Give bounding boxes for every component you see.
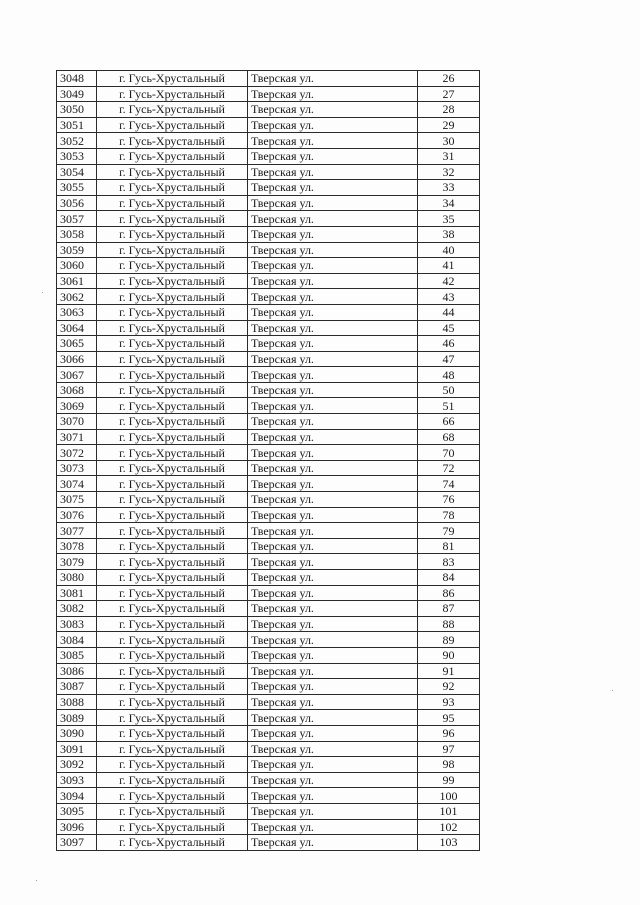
row-number-cell: 3064 [57,320,97,336]
table-row [57,585,480,601]
row-number-cell: 3052 [57,133,97,149]
row-number-cell: 3067 [57,367,97,383]
city-cell: г. Гусь-Хрустальный [97,320,248,336]
street-cell: Тверская ул. [248,242,418,258]
house-number-cell: 27 [418,86,480,102]
city-cell: г. Гусь-Хрустальный [97,398,248,414]
table-row [57,647,480,663]
row-number-cell: 3063 [57,304,97,320]
street-cell: Тверская ул. [248,71,418,87]
row-number-cell: 3060 [57,258,97,274]
street-cell: Тверская ул. [248,429,418,445]
row-number-cell: 3075 [57,492,97,508]
street-cell: Тверская ул. [248,195,418,211]
table-row [57,492,480,508]
city-cell: г. Гусь-Хрустальный [97,492,248,508]
table-row [57,476,480,492]
street-cell: Тверская ул. [248,117,418,133]
row-number-cell: 3076 [57,507,97,523]
row-number-cell: 3086 [57,663,97,679]
table-row [57,772,480,788]
row-number-cell: 3097 [57,835,97,851]
city-cell: г. Гусь-Хрустальный [97,694,248,710]
row-number-cell: 3061 [57,273,97,289]
street-cell: Тверская ул. [248,180,418,196]
city-cell: г. Гусь-Хрустальный [97,148,248,164]
row-number-cell: 3066 [57,351,97,367]
street-cell: Тверская ул. [248,86,418,102]
city-cell: г. Гусь-Хрустальный [97,538,248,554]
street-cell: Тверская ул. [248,725,418,741]
city-cell: г. Гусь-Хрустальный [97,819,248,835]
city-cell: г. Гусь-Хрустальный [97,71,248,87]
table-row [57,694,480,710]
house-number-cell: 98 [418,757,480,773]
row-number-cell: 3079 [57,554,97,570]
table-row [57,320,480,336]
city-cell: г. Гусь-Хрустальный [97,117,248,133]
table-row [57,679,480,695]
street-cell: Тверская ул. [248,273,418,289]
table-row [57,148,480,164]
city-cell: г. Гусь-Хрустальный [97,164,248,180]
house-number-cell: 90 [418,647,480,663]
city-cell: г. Гусь-Хрустальный [97,647,248,663]
scan-speck [42,292,43,293]
row-number-cell: 3069 [57,398,97,414]
table-row [57,663,480,679]
city-cell: г. Гусь-Хрустальный [97,336,248,352]
house-number-cell: 51 [418,398,480,414]
street-cell: Тверская ул. [248,632,418,648]
city-cell: г. Гусь-Хрустальный [97,507,248,523]
city-cell: г. Гусь-Хрустальный [97,803,248,819]
table-row [57,164,480,180]
house-number-cell: 89 [418,632,480,648]
table-row [57,195,480,211]
table-row [57,554,480,570]
row-number-cell: 3058 [57,226,97,242]
street-cell: Тверская ул. [248,616,418,632]
address-table [56,70,480,851]
row-number-cell: 3073 [57,460,97,476]
row-number-cell: 3051 [57,117,97,133]
city-cell: г. Гусь-Хрустальный [97,351,248,367]
house-number-cell: 92 [418,679,480,695]
table-row [57,180,480,196]
city-cell: г. Гусь-Хрустальный [97,663,248,679]
table-row [57,86,480,102]
street-cell: Тверская ул. [248,304,418,320]
house-number-cell: 79 [418,523,480,539]
table-row [57,725,480,741]
city-cell: г. Гусь-Хрустальный [97,429,248,445]
house-number-cell: 42 [418,273,480,289]
row-number-cell: 3068 [57,382,97,398]
street-cell: Тверская ул. [248,258,418,274]
row-number-cell: 3090 [57,725,97,741]
table-row [57,289,480,305]
city-cell: г. Гусь-Хрустальный [97,258,248,274]
row-number-cell: 3056 [57,195,97,211]
house-number-cell: 38 [418,226,480,242]
table-row [57,133,480,149]
table-row [57,304,480,320]
house-number-cell: 43 [418,289,480,305]
table-row [57,398,480,414]
house-number-cell: 41 [418,258,480,274]
street-cell: Тверская ул. [248,507,418,523]
table-row [57,788,480,804]
city-cell: г. Гусь-Хрустальный [97,414,248,430]
table-row [57,507,480,523]
street-cell: Тверская ул. [248,741,418,757]
house-number-cell: 81 [418,538,480,554]
city-cell: г. Гусь-Хрустальный [97,725,248,741]
house-number-cell: 28 [418,102,480,118]
row-number-cell: 3081 [57,585,97,601]
city-cell: г. Гусь-Хрустальный [97,523,248,539]
street-cell: Тверская ул. [248,367,418,383]
table-row [57,538,480,554]
table-row [57,570,480,586]
street-cell: Тверская ул. [248,694,418,710]
table-row [57,102,480,118]
house-number-cell: 87 [418,601,480,617]
scan-speck [612,690,613,691]
house-number-cell: 32 [418,164,480,180]
city-cell: г. Гусь-Хрустальный [97,772,248,788]
row-number-cell: 3091 [57,741,97,757]
house-number-cell: 40 [418,242,480,258]
house-number-cell: 83 [418,554,480,570]
house-number-cell: 34 [418,195,480,211]
table-row [57,819,480,835]
house-number-cell: 93 [418,694,480,710]
table-row [57,710,480,726]
street-cell: Тверская ул. [248,647,418,663]
street-cell: Тверская ул. [248,289,418,305]
row-number-cell: 3048 [57,71,97,87]
row-number-cell: 3077 [57,523,97,539]
row-number-cell: 3092 [57,757,97,773]
city-cell: г. Гусь-Хрустальный [97,133,248,149]
row-number-cell: 3095 [57,803,97,819]
city-cell: г. Гусь-Хрустальный [97,289,248,305]
street-cell: Тверская ул. [248,382,418,398]
city-cell: г. Гусь-Хрустальный [97,86,248,102]
house-number-cell: 97 [418,741,480,757]
street-cell: Тверская ул. [248,336,418,352]
row-number-cell: 3059 [57,242,97,258]
row-number-cell: 3083 [57,616,97,632]
house-number-cell: 91 [418,663,480,679]
city-cell: г. Гусь-Хрустальный [97,445,248,461]
city-cell: г. Гусь-Хрустальный [97,226,248,242]
street-cell: Тверская ул. [248,819,418,835]
table-row [57,835,480,851]
street-cell: Тверская ул. [248,492,418,508]
street-cell: Тверская ул. [248,788,418,804]
house-number-cell: 47 [418,351,480,367]
street-cell: Тверская ул. [248,538,418,554]
house-number-cell: 44 [418,304,480,320]
row-number-cell: 3094 [57,788,97,804]
row-number-cell: 3088 [57,694,97,710]
city-cell: г. Гусь-Хрустальный [97,195,248,211]
row-number-cell: 3085 [57,647,97,663]
table-row [57,273,480,289]
table-row [57,351,480,367]
table-row [57,601,480,617]
house-number-cell: 88 [418,616,480,632]
street-cell: Тверская ул. [248,570,418,586]
street-cell: Тверская ул. [248,601,418,617]
table-row [57,211,480,227]
street-cell: Тверская ул. [248,585,418,601]
house-number-cell: 66 [418,414,480,430]
street-cell: Тверская ул. [248,445,418,461]
street-cell: Тверская ул. [248,320,418,336]
table-row [57,336,480,352]
city-cell: г. Гусь-Хрустальный [97,757,248,773]
house-number-cell: 31 [418,148,480,164]
street-cell: Тверская ул. [248,663,418,679]
street-cell: Тверская ул. [248,710,418,726]
table-row [57,226,480,242]
house-number-cell: 101 [418,803,480,819]
house-number-cell: 100 [418,788,480,804]
house-number-cell: 35 [418,211,480,227]
row-number-cell: 3087 [57,679,97,695]
street-cell: Тверская ул. [248,554,418,570]
house-number-cell: 45 [418,320,480,336]
city-cell: г. Гусь-Хрустальный [97,616,248,632]
row-number-cell: 3050 [57,102,97,118]
row-number-cell: 3084 [57,632,97,648]
row-number-cell: 3049 [57,86,97,102]
house-number-cell: 29 [418,117,480,133]
city-cell: г. Гусь-Хрустальный [97,710,248,726]
row-number-cell: 3082 [57,601,97,617]
row-number-cell: 3096 [57,819,97,835]
street-cell: Тверская ул. [248,226,418,242]
city-cell: г. Гусь-Хрустальный [97,367,248,383]
row-number-cell: 3057 [57,211,97,227]
house-number-cell: 33 [418,180,480,196]
table-row [57,803,480,819]
table-row [57,445,480,461]
house-number-cell: 46 [418,336,480,352]
table-row [57,523,480,539]
city-cell: г. Гусь-Хрустальный [97,304,248,320]
table-row [57,242,480,258]
street-cell: Тверская ул. [248,102,418,118]
table-row [57,741,480,757]
city-cell: г. Гусь-Хрустальный [97,382,248,398]
house-number-cell: 26 [418,71,480,87]
city-cell: г. Гусь-Хрустальный [97,460,248,476]
house-number-cell: 50 [418,382,480,398]
scan-speck [36,880,37,881]
street-cell: Тверская ул. [248,523,418,539]
house-number-cell: 72 [418,460,480,476]
street-cell: Тверская ул. [248,772,418,788]
city-cell: г. Гусь-Хрустальный [97,242,248,258]
city-cell: г. Гусь-Хрустальный [97,632,248,648]
house-number-cell: 102 [418,819,480,835]
street-cell: Тверская ул. [248,835,418,851]
row-number-cell: 3072 [57,445,97,461]
row-number-cell: 3071 [57,429,97,445]
row-number-cell: 3055 [57,180,97,196]
row-number-cell: 3074 [57,476,97,492]
street-cell: Тверская ул. [248,133,418,149]
table-row [57,258,480,274]
street-cell: Тверская ул. [248,460,418,476]
row-number-cell: 3053 [57,148,97,164]
table-row [57,632,480,648]
row-number-cell: 3070 [57,414,97,430]
street-cell: Тверская ул. [248,164,418,180]
house-number-cell: 96 [418,725,480,741]
table-row [57,616,480,632]
house-number-cell: 84 [418,570,480,586]
city-cell: г. Гусь-Хрустальный [97,273,248,289]
row-number-cell: 3078 [57,538,97,554]
street-cell: Тверская ул. [248,211,418,227]
house-number-cell: 70 [418,445,480,461]
house-number-cell: 74 [418,476,480,492]
house-number-cell: 30 [418,133,480,149]
city-cell: г. Гусь-Хрустальный [97,476,248,492]
house-number-cell: 78 [418,507,480,523]
table-row [57,367,480,383]
house-number-cell: 48 [418,367,480,383]
city-cell: г. Гусь-Хрустальный [97,211,248,227]
row-number-cell: 3065 [57,336,97,352]
city-cell: г. Гусь-Хрустальный [97,741,248,757]
table-row [57,460,480,476]
table-row [57,117,480,133]
street-cell: Тверская ул. [248,398,418,414]
street-cell: Тверская ул. [248,476,418,492]
street-cell: Тверская ул. [248,757,418,773]
house-number-cell: 76 [418,492,480,508]
row-number-cell: 3062 [57,289,97,305]
house-number-cell: 95 [418,710,480,726]
table-row [57,414,480,430]
row-number-cell: 3093 [57,772,97,788]
house-number-cell: 68 [418,429,480,445]
city-cell: г. Гусь-Хрустальный [97,554,248,570]
row-number-cell: 3054 [57,164,97,180]
city-cell: г. Гусь-Хрустальный [97,835,248,851]
table-row [57,382,480,398]
city-cell: г. Гусь-Хрустальный [97,102,248,118]
city-cell: г. Гусь-Хрустальный [97,180,248,196]
address-table-body [57,71,480,851]
house-number-cell: 86 [418,585,480,601]
table-row [57,757,480,773]
city-cell: г. Гусь-Хрустальный [97,585,248,601]
street-cell: Тверская ул. [248,148,418,164]
street-cell: Тверская ул. [248,414,418,430]
row-number-cell: 3089 [57,710,97,726]
house-number-cell: 103 [418,835,480,851]
house-number-cell: 99 [418,772,480,788]
street-cell: Тверская ул. [248,679,418,695]
city-cell: г. Гусь-Хрустальный [97,788,248,804]
street-cell: Тверская ул. [248,803,418,819]
city-cell: г. Гусь-Хрустальный [97,570,248,586]
table-row [57,429,480,445]
table-row [57,71,480,87]
street-cell: Тверская ул. [248,351,418,367]
city-cell: г. Гусь-Хрустальный [97,601,248,617]
row-number-cell: 3080 [57,570,97,586]
city-cell: г. Гусь-Хрустальный [97,679,248,695]
